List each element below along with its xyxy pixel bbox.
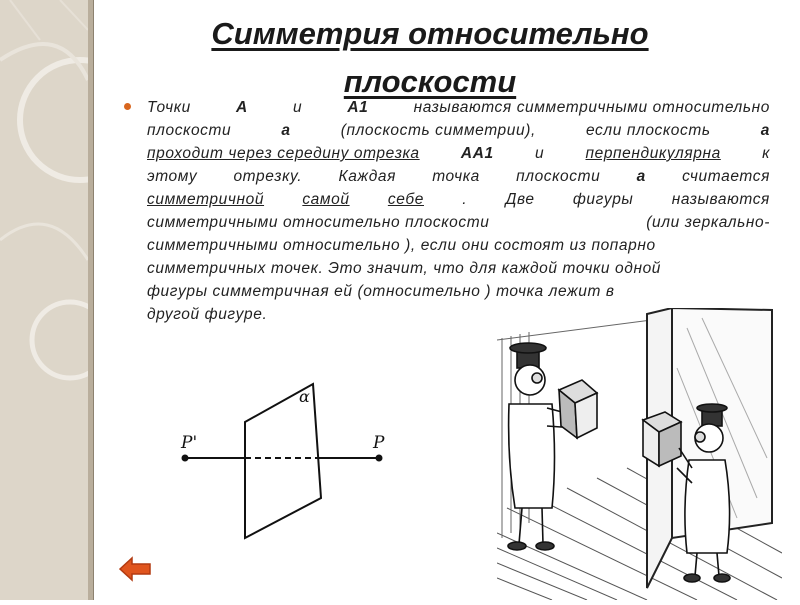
mirror-scene-illustration: [497, 308, 782, 605]
back-button[interactable]: [118, 556, 152, 587]
paragraph-line-3: проходит через середину отрезка АА1 и перпендикулярна к: [147, 145, 770, 162]
paragraph-line-2: плоскости а (плоскость симметрии), если плоскость а: [147, 122, 770, 139]
p-label: P: [373, 433, 385, 453]
arrow-left-icon[interactable]: [118, 556, 152, 582]
plane-symmetry-diagram: [175, 380, 405, 575]
alpha-label: α: [299, 387, 310, 406]
paragraph-line-10: другой фигуре.: [147, 306, 268, 323]
paragraph-line-4: этому отрезку. Каждая точка плоскости а считается: [147, 168, 770, 185]
scientist-left: [508, 343, 597, 550]
paragraph-line-6: симметричными относительно плоскости (или зеркально-: [147, 214, 770, 231]
symmetry-plane: [245, 384, 321, 538]
paragraph-line-7: симметричными относительно ), если они состоят из попарно: [147, 237, 656, 254]
title-line-2: плоскости: [343, 64, 517, 99]
point-p: [376, 455, 383, 462]
bullet-dot: [124, 103, 131, 110]
p-prime-label: P': [181, 433, 198, 453]
title-line-1: Симметрия относительно: [211, 16, 649, 51]
swirl-decoration-icon: [0, 0, 88, 600]
paragraph-line-8: симметричных точек. Это значит, что для каждой точки одной: [147, 260, 662, 277]
point-p-prime: [182, 455, 189, 462]
paragraph-line-1: Точки А и А1 называются симметричными относительно: [147, 99, 770, 116]
slide-title: [150, 10, 710, 106]
left-decorative-band: [0, 0, 88, 600]
paragraph-line-5: симметричной самой себе . Две фигуры называются: [147, 191, 770, 208]
paragraph-line-9: фигуры симметричная ей (относительно ) точка лежит в: [147, 283, 615, 300]
left-band-line: [93, 0, 94, 600]
